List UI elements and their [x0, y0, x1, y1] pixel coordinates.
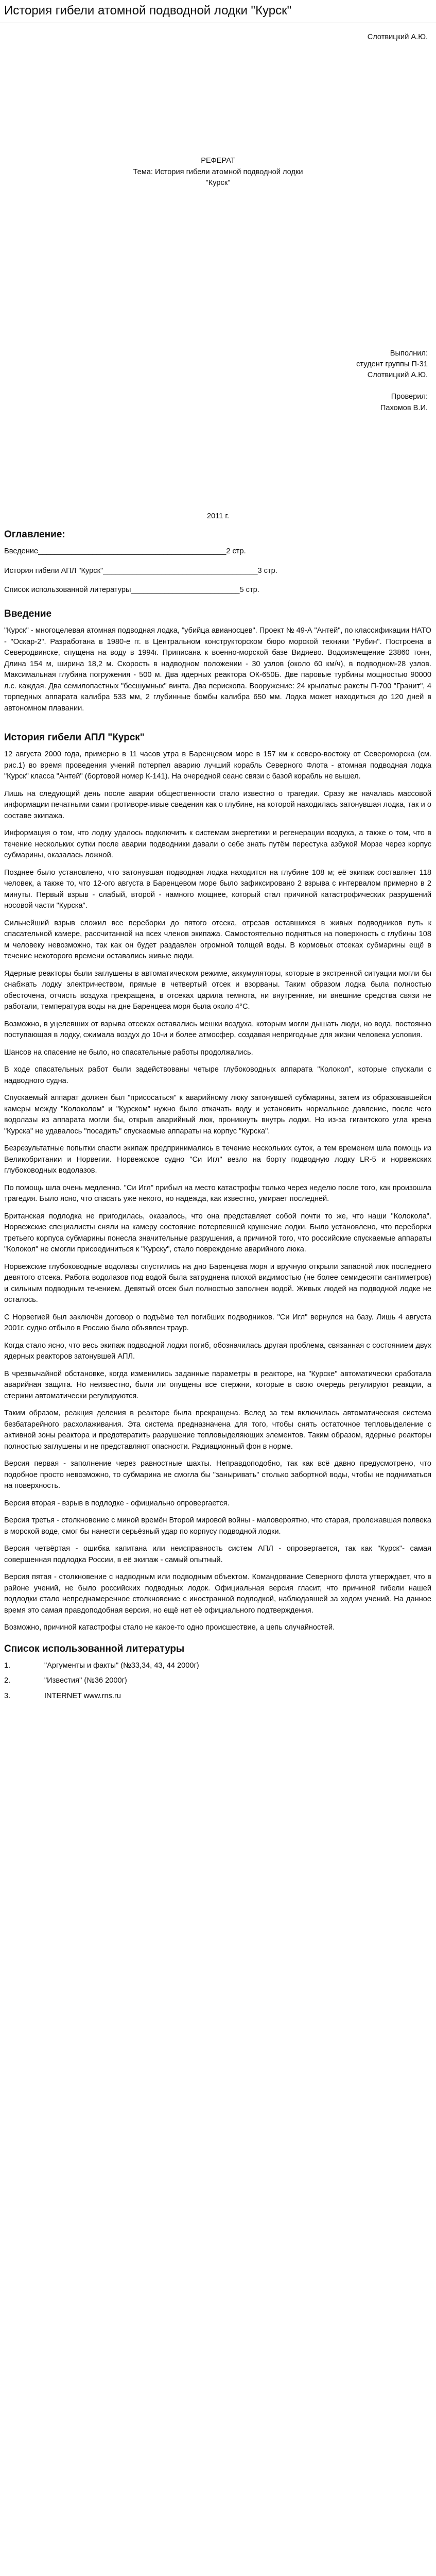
literature-number: 3. [4, 1691, 11, 1700]
literature-list [4, 1660, 431, 1702]
student-group: студент группы П-31 [356, 360, 428, 368]
toc-line-history: История гибели АПЛ "Курск"_____________________________________3 стр. [4, 566, 277, 575]
document-title: История гибели атомной подводной лодки "Курск" [4, 4, 292, 18]
toc-section [4, 529, 431, 604]
history-paragraph: Версия третья - столкновение с миной времён Второй мировой войны - маловероятно, что старая, пролежавшая полвека в морской воде, смог бы нанести серьёзный удар по корпусу подводной лодки. [4, 1516, 431, 1536]
history-paragraph: 12 августа 2000 года, примерно в 11 часов утра в Баренцевом море в 157 км к северо-востоку от Североморска (см. рис.1) во время проведения учений потерпел аварию лучший корабль Северного Флота - атомная подводная лодка "Курск" класса "Антей" (бортовой номер К-141). На очередной сеанс связи с базой корабль не вышел. [4, 750, 431, 781]
toc-heading: Оглавление: [4, 529, 65, 540]
literature-text: "Аргументы и факты" (№33,34, 43, 44 2000г) [44, 1661, 199, 1670]
history-heading: История гибели АПЛ "Курск" [4, 732, 145, 743]
history-paragraph: Возможно, причиной катастрофы стало не какое-то одно происшествие, а цепь случайностей. [4, 1623, 335, 1632]
topic-line-2: "Курск" [205, 179, 231, 187]
literature-text: "Известия" (№36 2000г) [44, 1676, 127, 1685]
intro-paragraph: "Курск" - многоцелевая атомная подводная лодка, "убийца авианосцев". Проект № 49-А "Антей", по классификации НАТО - "Оскар-2". Разработана в 1980-е гг. в Центральном конструкторском бюро морской техники "Рубин". Построена в Северодвинске, спущена на воду в 1994г. Приписана к военно-морской базе Видяево. Водоизмещение 23860 тонн, Длина 154 м, ширина 18,2 м. Скорость в надводном положении - 30 узлов (около 60 км/ч), в подводном-28 узлов. Максимальная глубина погружения - 500 м. Два ядерных реактора ОК-650Б. Две паровые турбины мощностью 90000 л.с. каждая. Два семилопастных "бесшумных" винта. Два перископа. Вооружение: 24 крылатые ракеты П-700 "Гранит", 4 торпедных аппарата калибра 533 мм, 2 глубинные бомбы калибра 650 мм. Лодка может находиться до 120 дней в автономном плавании. [4, 626, 431, 713]
history-paragraph: Когда стало ясно, что весь экипаж подводной лодки погиб, обозначилась другая проблема, связанная с состоянием двух ядерных реакторов затонувшей АПЛ. [4, 1341, 431, 1361]
literature-number: 2. [4, 1676, 11, 1685]
history-paragraph: С Норвегией был заключён договор о подъёме тел погибших подводников. "Си Игл" вернулся на базу. Лишь 4 августа 2001г. судно отбыло в Россию было объявлен траур. [4, 1313, 431, 1332]
literature-item [4, 1691, 431, 1702]
literature-text: INTERNET www.rns.ru [44, 1691, 121, 1700]
history-paragraph: Позднее было установлено, что затонувшая подводная лодка находится на глубине 108 м; её экипаж составляет 118 человек, а также то, что 12-ого августа в Баренцевом море было зафиксировано 2 взрыва с интервалом примерно в 2 минуты. Первый взрыв - слабый, второй - намного мощнее, который стал причиной катастрофических разрушений носовой части "Курска". [4, 868, 431, 910]
toc-line-intro: Введение_____________________________________________2 стр. [4, 547, 246, 555]
intro-heading: Введение [4, 608, 52, 619]
history-paragraph: Версия первая - заполнение через равностные шахты. Неправдоподобно, так как всё давно предусмотрено, что подобное просто невозможно, то субмарина не смогла бы "заныривать" столько забортной воды, чтобы не подниматься на поверхность. [4, 1460, 431, 1490]
history-paragraph: Безрезультатные попытки спасти экипаж предпринимались в течение нескольких суток, а тем временем шла помощь из Великобритании и Норвегии. Норвежское судно "Си Игл" везло на борту подводную лодку LR-5 и норвежских глубоководных водолазов. [4, 1144, 431, 1175]
history-paragraph: Ядерные реакторы были заглушены в автоматическом режиме, аккумуляторы, которые в экстренной ситуации могли бы снабжать лодку электричеством, прямые в четвертый отсек и взорваны. Таким образом лодка была полностью обесточена, отчисть воздуха прекращена, в отсеках царила темнота, ни внутренние, ни внешние средства связи не работали, температура воды на дне Баренцева моря была около 4°С. [4, 969, 431, 1011]
history-paragraph: Британская подлодка не пригодилась, оказалось, что она представляет собой почти то же, что наши "Колокола". Норвежские специалисты сняли на камеру состояние потерпевшей крушение лодки. Было установлено, что переборки третьего корпуса субмарины понесла значительные разрушения, а причиной того, что российские спускаемые аппараты "Колокол" не смогли присоединиться к "Курску", стало повреждение аварийного люка. [4, 1212, 431, 1253]
literature-item [4, 1660, 431, 1672]
literature-heading: Список использованной литературы [4, 1643, 185, 1654]
performer-name: Слотвицкий А.Ю. [367, 371, 428, 379]
history-paragraph: В ходе спасательных работ были задействованы четыре глубоководных аппарата "Колокол", которые спускали с надводного судна. [4, 1065, 431, 1085]
topic-line-1: Тема: История гибели атомной подводной лодки [133, 168, 303, 176]
history-paragraph: Версия вторая - взрыв в подлодке - официально опровергается. [4, 1499, 230, 1507]
referat-heading: РЕФЕРАТ [201, 157, 235, 165]
history-paragraph: Норвежские глубоководные водолазы спустились на дно Баренцева моря и вручную открыли запасной люк последнего девятого отсека. Работа водолазов под водой была затруднена плохой видимостью (не более семидесяти сантиметров) и сильным подводным течением. Девятый отсек был полностью заполнен водой. Живых людей на подводной лодке не осталось. [4, 1262, 431, 1304]
history-paragraph: Сильнейший взрыв сложил все переборки до пятого отсека, отрезав оставшихся в живых подводников путь к спасательной камере, рассчитанной на всех членов экипажа. Самостоятельно подняться на поверхность с глубины 108 м человеку невозможно, так как он будет раздавлен огромной толщей воды. В кормовых отсеках субмарины ещё в течение некоторого времени оставались живые люди. [4, 919, 431, 960]
checked-label: Проверил: [391, 393, 428, 401]
history-paragraph: Шансов на спасение не было, но спасательные работы продолжались. [4, 1048, 253, 1057]
literature-item [4, 1675, 431, 1687]
literature-number: 1. [4, 1661, 11, 1670]
history-paragraph: Таким образом, реакция деления в реакторе была прекращена. Вслед за тем включилась автоматическая система безбатарейного расхолаживания. Эта система предназначена для того, чтобы снять остаточное тепловыделение с активной зоны реактора и предотвратить разрушение тепловыделяющих элементов. Таким образом, ядерные реакторы полностью заглушены и не представляют опасности. Радиационный фон в норме. [4, 1409, 431, 1451]
year: 2011 г. [206, 512, 230, 520]
author-name-top: Слотвицкий А.Ю. [367, 33, 428, 41]
history-paragraph: Информация о том, что лодку удалось подключить к системам энергетики и регенерации воздуха, а также о том, что в течение нескольких сутки после аварии подводники давали о себе знать путём перестука азбукой Морзе через корпус субмарины, оказалась ложной. [4, 829, 431, 859]
history-section [4, 732, 431, 1706]
history-paragraph: По помощь шла очень медленно. "Си Игл" прибыл на место катастрофы только через неделю после того, как произошла трагедия. Было ясно, что спасать уже некого, но надежда, как известно, умирает последней. [4, 1183, 431, 1203]
performed-label: Выполнил: [390, 349, 428, 358]
history-paragraph: Лишь на следующий день после аварии общественности стало известно о трагедии. Сразу же началась массовой информации печатными сами противоречивые сведения как о глубине, на которой находилась затонувшая лодка, так и о составе экипажа. [4, 789, 431, 820]
checker-name: Пахомов В.И. [380, 404, 428, 412]
toc-line-literature: Список использованной литературы__________________________5 стр. [4, 586, 259, 594]
history-paragraph: Версия пятая - столкновение с надводным или подводным объектом. Командование Северного флота утверждает, что в районе учений, не было российских подводных лодок. Официальная версия гласит, что причиной гибели нашей подлодки стало непреднамеренное столкновение с иностранной подлодкой, наблюдавшей за ходом учений. На данное время это самая правдоподобная версия, но ещё нет её официального подтверждения. [4, 1573, 431, 1615]
intro-section [4, 608, 431, 720]
history-paragraph: Спускаемый аппарат должен был "присосаться" к аварийному люку затонувшей субмарины, затем из образовавшейся камеры между "Колоколом" и "Курском" нужно было откачать воду и установить нормальное давление, после чего водолазы из аппарата могли бы, открыв аварийный люк, проникнуть внутрь лодки. Но из-за гигантского угла крена "Курска" не удавалось "посадить" спускаемые аппараты на корпус "Курска". [4, 1094, 431, 1136]
history-paragraph: В чрезвычайной обстановке, когда изменились заданные параметры в реакторе, на "Курске" автоматически сработала аварийная защита. Но неизвестно, были ли опущены все стержни, которые в свою очередь регулируют реакции, а стержни автоматически регулируются. [4, 1369, 431, 1400]
history-paragraph: Версия четвёртая - ошибка капитана или неисправность систем АПЛ - опровергается, так как "Курск"- самая совершенная подлодка России, в её экипаж - самый опытный. [4, 1545, 431, 1564]
history-paragraph: Возможно, в уцелевших от взрыва отсеках оставались мешки воздуха, которым могли дышать люди, но вода, постоянно поступающая в лодку, сжимала воздух до 10-и и более атмосфер, создавая непригодные для жизни человека условия. [4, 1020, 431, 1039]
